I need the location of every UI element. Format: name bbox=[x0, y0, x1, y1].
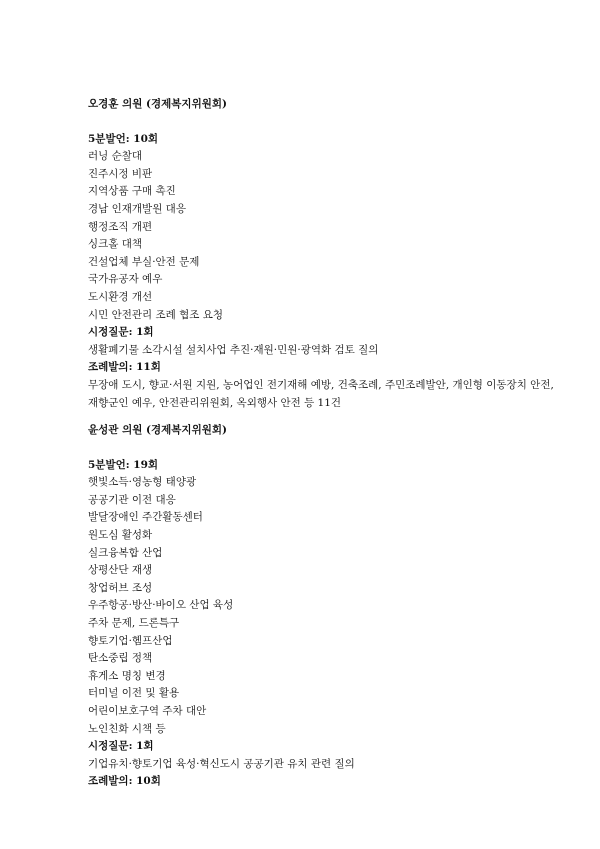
five-minute-speech-label: 5분발언: 19회 bbox=[88, 458, 159, 471]
ordinance-label: 조례발의: 10회 bbox=[88, 775, 161, 788]
list-item: 탄소중립 정책 bbox=[88, 652, 153, 665]
city-question-text: 생활폐기물 소각시설 설치사업 추진·재원·민원·광역화 검토 질의 bbox=[88, 343, 379, 356]
list-item: 지역상품 구매 촉진 bbox=[88, 185, 176, 198]
list-item: 주차 문제, 드론특구 bbox=[88, 616, 180, 629]
member-section-1 bbox=[88, 96, 568, 412]
list-item: 휴게소 명칭 변경 bbox=[88, 669, 166, 682]
city-question-label: 시정질문: 1회 bbox=[88, 740, 154, 753]
list-item: 러닝 순찰대 bbox=[88, 150, 143, 163]
list-item: 창업허브 조성 bbox=[88, 581, 153, 594]
list-item: 노인친화 시책 등 bbox=[88, 722, 166, 735]
list-item: 도시환경 개선 bbox=[88, 290, 153, 303]
list-item: 건설업체 부실·안전 문제 bbox=[88, 255, 200, 268]
list-item: 원도심 활성화 bbox=[88, 528, 153, 541]
ordinance-text: 무장애 도시, 향교·서원 지원, 농어업인 전기재해 예방, 건축조례, 주민조례발안, 개인형 이동장치 안전, 재향군인 예우, 안전관리위원회, 옥외행사 안전 등 11건 bbox=[88, 378, 554, 409]
city-question-text: 기업유치·향토기업 육성·혁신도시 공공기관 유치 관련 질의 bbox=[88, 757, 355, 770]
spacer bbox=[88, 114, 568, 131]
list-item: 어린이보호구역 주차 대안 bbox=[88, 704, 207, 717]
list-item: 상평산단 재생 bbox=[88, 564, 153, 577]
member-header: 오경훈 의원 (경제복지위원회) bbox=[88, 98, 227, 110]
list-item: 우주항공·방산·바이오 산업 육성 bbox=[88, 599, 234, 612]
five-minute-speech-label: 5분발언: 10회 bbox=[88, 132, 159, 145]
list-item: 경남 인재개발원 대응 bbox=[88, 202, 186, 215]
list-item: 발달장애인 주간활동센터 bbox=[88, 511, 203, 524]
list-item: 싱크홀 대책 bbox=[88, 238, 143, 251]
list-item: 행정조직 개편 bbox=[88, 220, 153, 233]
list-item: 햇빛소득·영농형 태양광 bbox=[88, 476, 197, 489]
list-item: 시민 안전관리 조례 협조 요청 bbox=[88, 308, 224, 321]
list-item: 실크융복합 산업 bbox=[88, 546, 163, 559]
list-item: 터미널 이전 및 활용 bbox=[88, 687, 180, 700]
ordinance-label: 조례발의: 11회 bbox=[88, 361, 161, 374]
member-section-2 bbox=[88, 422, 568, 791]
member-header: 윤성관 의원 (경제복지위원회) bbox=[88, 424, 227, 436]
list-item: 향토기업·헴프산업 bbox=[88, 634, 173, 647]
spacer bbox=[88, 440, 568, 457]
list-item: 공공기관 이전 대응 bbox=[88, 493, 176, 506]
list-item: 국가유공자 예우 bbox=[88, 273, 163, 286]
city-question-label: 시정질문: 1회 bbox=[88, 326, 154, 339]
list-item: 진주시정 비판 bbox=[88, 167, 153, 180]
